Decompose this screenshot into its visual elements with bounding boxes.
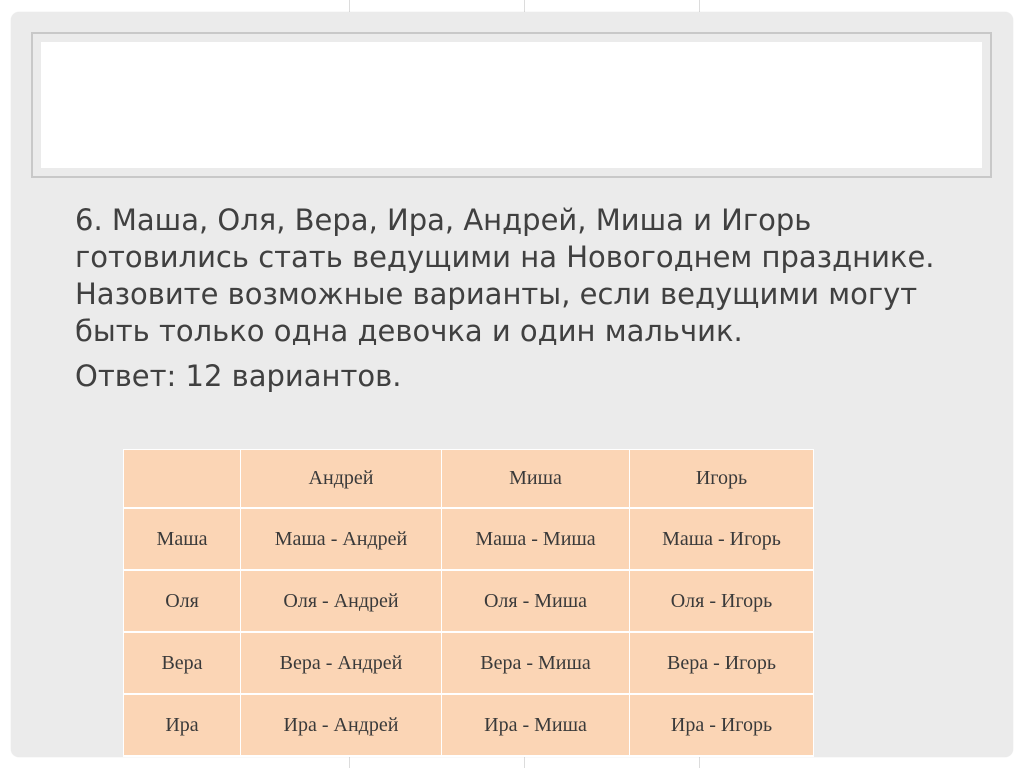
slide-body [75, 202, 955, 403]
problem-text: 6. Маша, Оля, Вера, Ира, Андрей, Миша и Игорь готовились стать ведущими на Новогоднем празднике. Назовите возможные варианты, если ведущими могут быть только одна девочка и один мальчик. [75, 203, 935, 348]
table-cell: Ира - Андрей [241, 694, 442, 756]
table-cell: Оля - Миша [442, 570, 630, 632]
header-cell: Миша [442, 450, 630, 509]
table-row [124, 508, 814, 570]
table-cell: Вера - Игорь [630, 632, 814, 694]
title-placeholder [41, 42, 982, 168]
row-header-cell: Ира [124, 694, 241, 756]
table-row [124, 632, 814, 694]
row-header-cell: Маша [124, 508, 241, 570]
table-cell: Ира - Игорь [630, 694, 814, 756]
table-row [124, 694, 814, 756]
table-row [124, 570, 814, 632]
pairs-table [123, 449, 814, 757]
header-cell: Андрей [241, 450, 442, 509]
title-placeholder-frame [31, 32, 992, 178]
row-header-cell: Вера [124, 632, 241, 694]
table-cell: Маша - Андрей [241, 508, 442, 570]
table-cell: Оля - Андрей [241, 570, 442, 632]
table-header-row [124, 450, 814, 509]
answer-text: Ответ: 12 вариантов. [75, 359, 402, 393]
table-cell: Вера - Андрей [241, 632, 442, 694]
header-cell [124, 450, 241, 509]
table-cell: Маша - Миша [442, 508, 630, 570]
table-cell: Вера - Миша [442, 632, 630, 694]
table-cell: Маша - Игорь [630, 508, 814, 570]
header-cell: Игорь [630, 450, 814, 509]
table-cell: Оля - Игорь [630, 570, 814, 632]
table-cell: Ира - Миша [442, 694, 630, 756]
pairs-table-wrap [123, 449, 814, 757]
slide [11, 12, 1013, 757]
row-header-cell: Оля [124, 570, 241, 632]
